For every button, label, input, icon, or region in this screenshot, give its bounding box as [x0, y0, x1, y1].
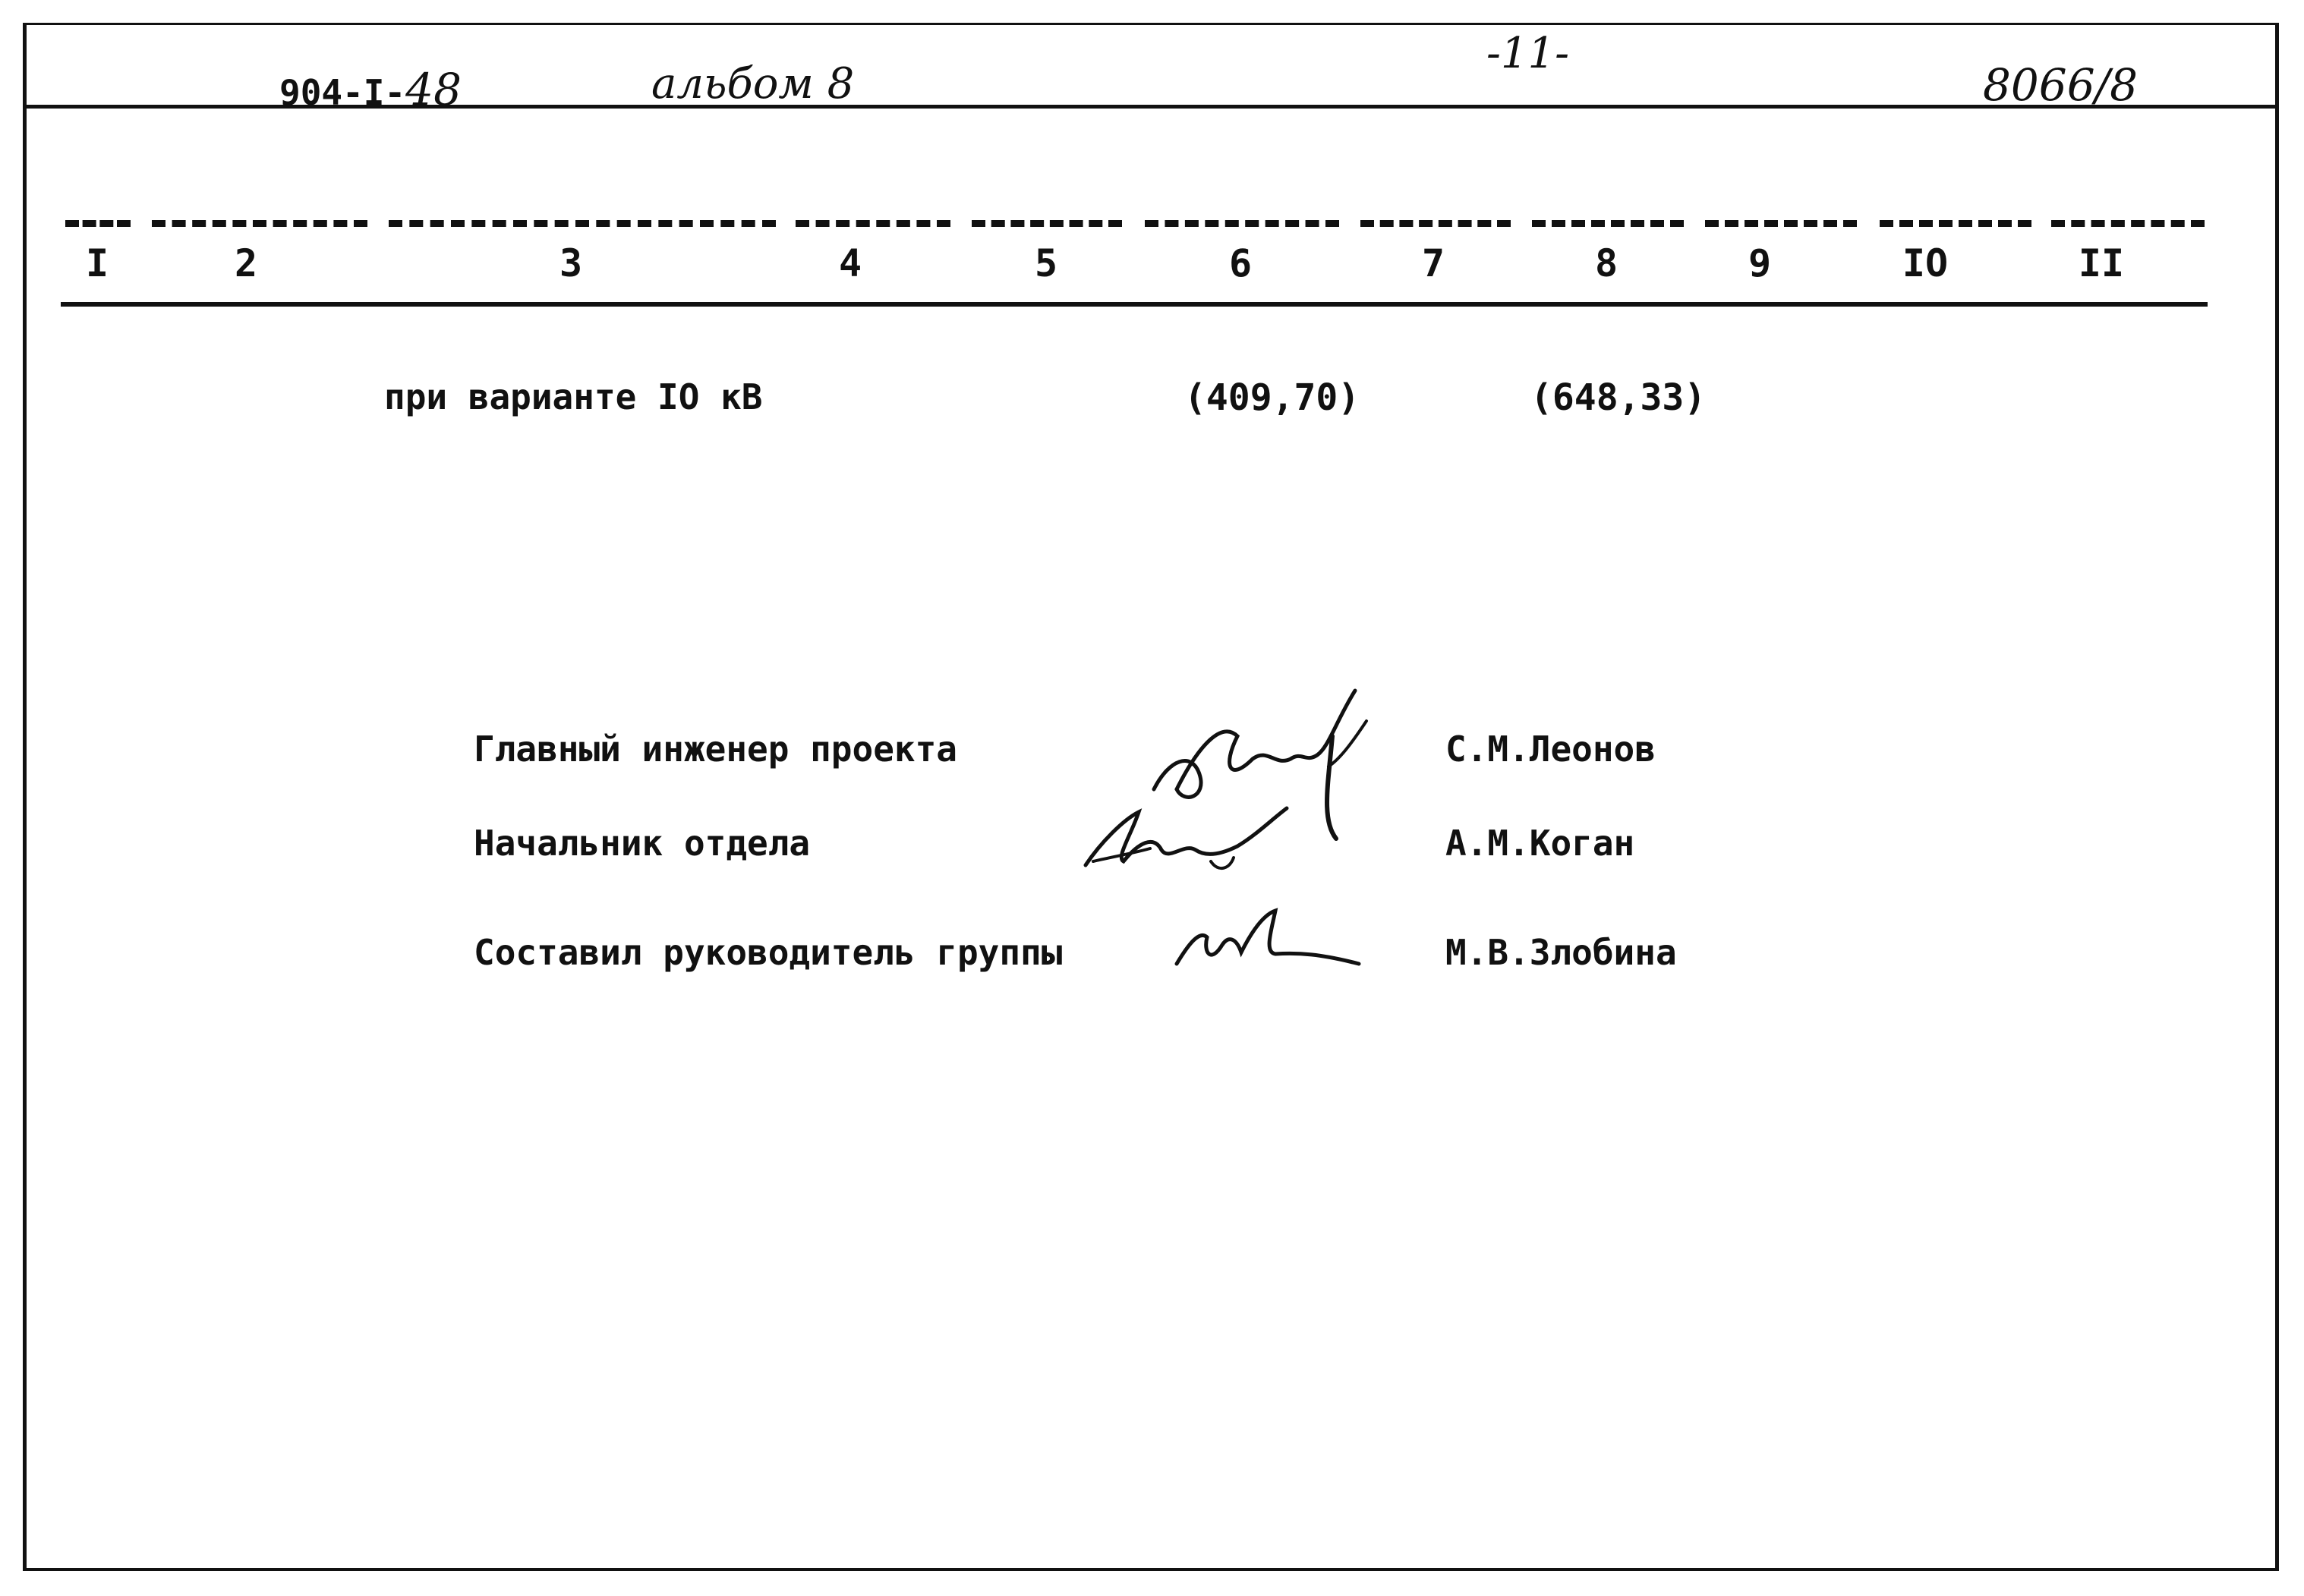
- column-rule-7: [1360, 220, 1511, 227]
- column-number-6: 6: [1228, 241, 1253, 285]
- row-label: при варианте IO кВ: [384, 376, 763, 417]
- project-code-typed: 904-I-: [279, 72, 406, 113]
- column-number-10: IO: [1902, 241, 1949, 285]
- column-rule-8: [1532, 220, 1684, 227]
- column-rule-2: [152, 220, 367, 227]
- column-rule-10: [1880, 220, 2031, 227]
- column-number-1: I: [85, 241, 109, 285]
- signature-role-department-head: Начальник отдела: [474, 823, 811, 864]
- signature-role-group-lead: Составил руководитель группы: [474, 932, 1063, 973]
- signature-name-department-head: А.М.Коган: [1445, 823, 1635, 864]
- page-number: -11-: [1486, 29, 1570, 78]
- signature-name-chief-engineer: С.М.Леонов: [1445, 729, 1656, 770]
- row-value-col8: (648,33): [1530, 376, 1707, 419]
- column-rule-9: [1705, 220, 1857, 227]
- signature-role-chief-engineer: Главный инженер проекта: [474, 729, 957, 770]
- signature-name-group-lead: М.В.Злобина: [1445, 932, 1677, 973]
- column-rule-11: [2051, 220, 2205, 227]
- column-number-9: 9: [1748, 241, 1772, 285]
- column-rule-3: [389, 220, 776, 227]
- column-rule-5: [972, 220, 1122, 227]
- signature-mark-department-head: [1078, 789, 1306, 880]
- column-number-4: 4: [838, 241, 862, 285]
- column-number-3: 3: [559, 241, 583, 285]
- column-header-bottom-rule: [61, 302, 2208, 307]
- column-rule-6: [1145, 220, 1339, 227]
- column-number-7: 7: [1421, 241, 1445, 285]
- column-number-11: II: [2078, 241, 2125, 285]
- column-number-5: 5: [1034, 241, 1058, 285]
- column-number-8: 8: [1594, 241, 1618, 285]
- row-value-col6: (409,70): [1184, 376, 1360, 419]
- column-rule-1: [65, 220, 131, 227]
- project-code: [279, 64, 462, 115]
- signature-mark-group-lead: [1169, 899, 1374, 983]
- project-code-handwritten: 48: [405, 64, 462, 115]
- column-rule-4: [796, 220, 950, 227]
- album-label: альбом 8: [651, 59, 855, 109]
- document-number: 8066/8: [1983, 59, 2139, 111]
- column-number-2: 2: [234, 241, 258, 285]
